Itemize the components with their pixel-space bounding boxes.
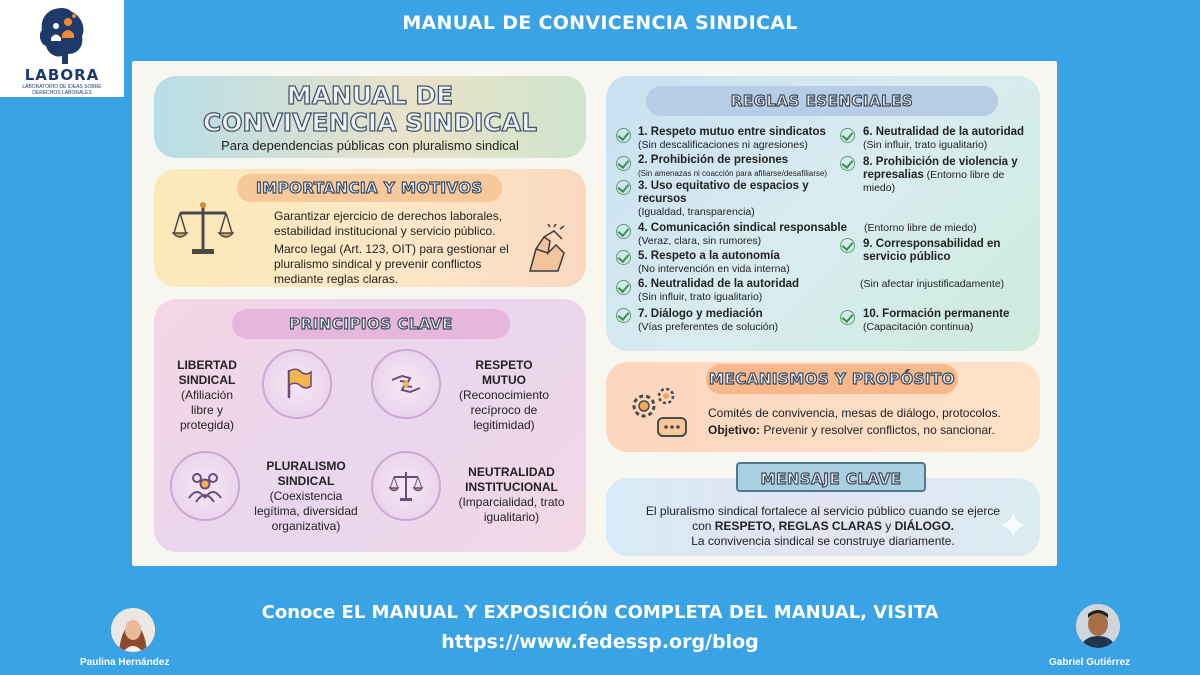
- poster-title-line2: CONVIVENCIA SINDICAL: [202, 108, 538, 137]
- sparkle-icon: [998, 510, 1028, 540]
- avatar-right: [1076, 604, 1120, 648]
- check-icon: [616, 224, 631, 239]
- rule-10: [863, 308, 1038, 334]
- rule-7-desc: (Vías preferentes de solución): [638, 321, 779, 333]
- rule-free-fear: [864, 222, 1039, 235]
- rule-7-title: 7. Diálogo y mediación: [638, 308, 763, 320]
- rule-unjustified: [860, 278, 1035, 291]
- gears-icon: [626, 384, 690, 444]
- rule-2-desc: (Sin amenazas ni coacción para afiliarse/desafiliarse): [638, 169, 827, 178]
- principle-1-title-line1: LIBERTAD: [177, 358, 237, 372]
- principle-2-title: [449, 358, 559, 388]
- check-icon: [616, 250, 631, 265]
- check-icon: [616, 180, 631, 195]
- principle-1-title: [168, 358, 246, 388]
- rule-2: [638, 154, 848, 180]
- objective-text: Prevenir y resolver conflictos, no sancionar.: [760, 423, 995, 437]
- rule-1: [638, 126, 848, 152]
- principle-4-title-line1: NEUTRALIDAD: [468, 465, 555, 479]
- avatar-left: [111, 608, 155, 652]
- objective-label: Objetivo:: [708, 423, 761, 437]
- rule-free-fear-text: (Entorno libre de miedo): [864, 222, 977, 234]
- person-photo-icon: [1076, 604, 1120, 648]
- importance-heading: IMPORTANCIA Y MOTIVOS: [237, 174, 502, 202]
- page-title: MANUAL DE CONVICENCIA SINDICAL: [402, 12, 798, 34]
- importance-panel: [154, 169, 586, 287]
- check-icon: [616, 280, 631, 295]
- rule-4-desc: (Veraz, clara, sin rumores): [638, 235, 762, 247]
- logo-subtitle: LABORATORIO DE IDEAS SOBRE DERECHOS LABORALES: [22, 84, 102, 96]
- principles-panel: [154, 299, 586, 552]
- rule-4-title: 4. Comunicación sindical responsable: [638, 222, 847, 234]
- rule-1-title: 1. Respeto mutuo entre sindicatos: [638, 126, 826, 138]
- message-line-2: [606, 519, 1040, 534]
- principle-2-title-line2: MUTUO: [482, 373, 526, 387]
- principle-1-circle: [262, 349, 332, 419]
- rule-8-title-line1: 8. Prohibición de violencia y: [863, 156, 1018, 168]
- rule-4: [638, 222, 853, 248]
- principle-4-circle: [371, 451, 441, 521]
- footer-link[interactable]: https://www.fedessp.org/blog: [441, 631, 759, 653]
- principle-1-desc: (Afiliación libre y protegida): [179, 388, 235, 432]
- check-icon: [616, 308, 631, 323]
- message-line-2-pre: con: [692, 519, 715, 533]
- principle-3-title-line1: PLURALISMO: [266, 459, 346, 473]
- mechanisms-objective: [708, 423, 1028, 438]
- rules-heading: REGLAS ESENCIALES: [646, 86, 998, 116]
- rule-6: [863, 126, 1038, 152]
- principle-4-desc: (Imparcialidad, trato igualitario): [458, 495, 565, 524]
- message-heading: MENSAJE CLAVE: [736, 462, 926, 492]
- rule-3-desc: (Igualdad, transparencia): [638, 206, 755, 218]
- rule-9-title-line1: 9. Corresponsabilidad en: [863, 238, 1001, 250]
- right-person-name: Gabriel Gutiérrez: [1049, 657, 1131, 668]
- principle-3-circle: [170, 451, 240, 521]
- mechanisms-text: Comités de convivencia, mesas de diálogo, protocolos.: [708, 406, 1001, 420]
- principle-2-desc: (Reconocimiento recíproco de legitimidad): [458, 388, 550, 432]
- hands-icon: [388, 366, 424, 402]
- message-line-2-bold2: DIÁLOGO.: [894, 519, 954, 533]
- title-panel: [154, 76, 586, 158]
- rules-panel: [606, 76, 1040, 351]
- principles-heading: PRINCIPIOS CLAVE: [232, 309, 510, 339]
- rule-3-title: 3. Uso equitativo de espacios y recursos: [638, 180, 809, 205]
- rule-6-title: 6. Neutralidad de la autoridad: [863, 126, 1025, 138]
- rule-1-desc: (Sin descalificaciones ni agresiones): [638, 139, 808, 151]
- rule-2-title: 2. Prohibición de presiones: [638, 154, 789, 166]
- principle-3-desc: (Coexistencia legítima, diversidad organizativa): [254, 489, 358, 533]
- rule-3: [638, 180, 853, 219]
- mechanisms-panel: [606, 362, 1040, 452]
- principle-4-title-line2: INSTITUCIONAL: [465, 480, 558, 494]
- rule-8: [863, 156, 1035, 195]
- poster-title: [154, 82, 586, 136]
- rule-10-title: 10. Formación permanente: [863, 308, 1010, 320]
- group-icon: [185, 468, 225, 504]
- principle-2-circle: [371, 349, 441, 419]
- infographic-poster: [132, 61, 1057, 566]
- rule-7: [638, 308, 853, 334]
- rule-5: [638, 250, 853, 276]
- mechanisms-heading: MECANISMOS Y PROPÓSITO: [706, 364, 958, 394]
- rule-9-title-line2: servicio público: [863, 251, 951, 263]
- rule-6-left-desc: (Sin influir, trato igualitario): [638, 291, 763, 303]
- message-line-2-mid: y: [881, 519, 895, 533]
- principle-2-title-line1: RESPETO: [475, 358, 533, 372]
- flag-icon: [279, 366, 315, 402]
- footer-text: Conoce EL MANUAL Y EXPOSICIÓN COMPLETA DEL MANUAL, VISITA: [261, 602, 939, 623]
- rule-5-desc: (No intervención en vida interna): [638, 263, 790, 275]
- message-panel: [606, 470, 1040, 556]
- balance-icon: [388, 468, 424, 504]
- check-icon: [840, 238, 855, 253]
- logo-brand: LABORA: [24, 66, 100, 84]
- rule-unjustified-text: (Sin afectar injustificadamente): [860, 278, 1005, 290]
- principle-1-title-line2: SINDICAL: [178, 373, 236, 387]
- left-person-name: Paulina Hernández: [80, 657, 170, 668]
- person-photo-icon: [111, 608, 155, 652]
- rule-10-desc: (Capacitación continua): [863, 321, 974, 333]
- handshake-icon: [524, 223, 570, 275]
- check-icon: [616, 156, 631, 171]
- poster-subtitle: Para dependencias públicas con pluralismo sindical: [221, 138, 519, 153]
- rule-9: [863, 238, 1038, 264]
- rule-8-desc: (Entorno libre de: [923, 169, 1005, 181]
- rule-6-desc: (Sin influir, trato igualitario): [863, 139, 988, 151]
- check-icon: [840, 128, 855, 143]
- rule-8-title-line2: represalias: [863, 169, 924, 181]
- message-line-2-bold: RESPETO, REGLAS CLARAS: [714, 519, 882, 533]
- poster-title-line1: MANUAL DE: [286, 81, 454, 110]
- message-line-3: La convivencia sindical se construye diariamente.: [691, 534, 955, 548]
- importance-text-1: Garantizar ejercicio de derechos laborales, estabilidad institucional y servicio público.: [274, 209, 503, 238]
- principle-4-title: [449, 465, 574, 495]
- check-icon: [616, 128, 631, 143]
- check-icon: [840, 156, 855, 171]
- rule-6-left: [638, 278, 853, 304]
- rule-6-left-title: 6. Neutralidad de la autoridad: [638, 278, 800, 290]
- principle-3-title-line2: SINDICAL: [277, 474, 335, 488]
- rule-8-desc-line2: miedo): [863, 182, 896, 194]
- importance-text-2: Marco legal (Art. 123, OIT) para gestionar el pluralismo sindical y prevenir conflictos mediante reglas claras.: [274, 242, 509, 286]
- scales-icon: [172, 199, 234, 257]
- principle-3-title: [251, 459, 361, 489]
- rule-5-title: 5. Respeto a la autonomía: [638, 250, 780, 262]
- check-icon: [840, 310, 855, 325]
- message-line-1: El pluralismo sindical fortalece al servicio público cuando se ejerce: [645, 504, 1001, 518]
